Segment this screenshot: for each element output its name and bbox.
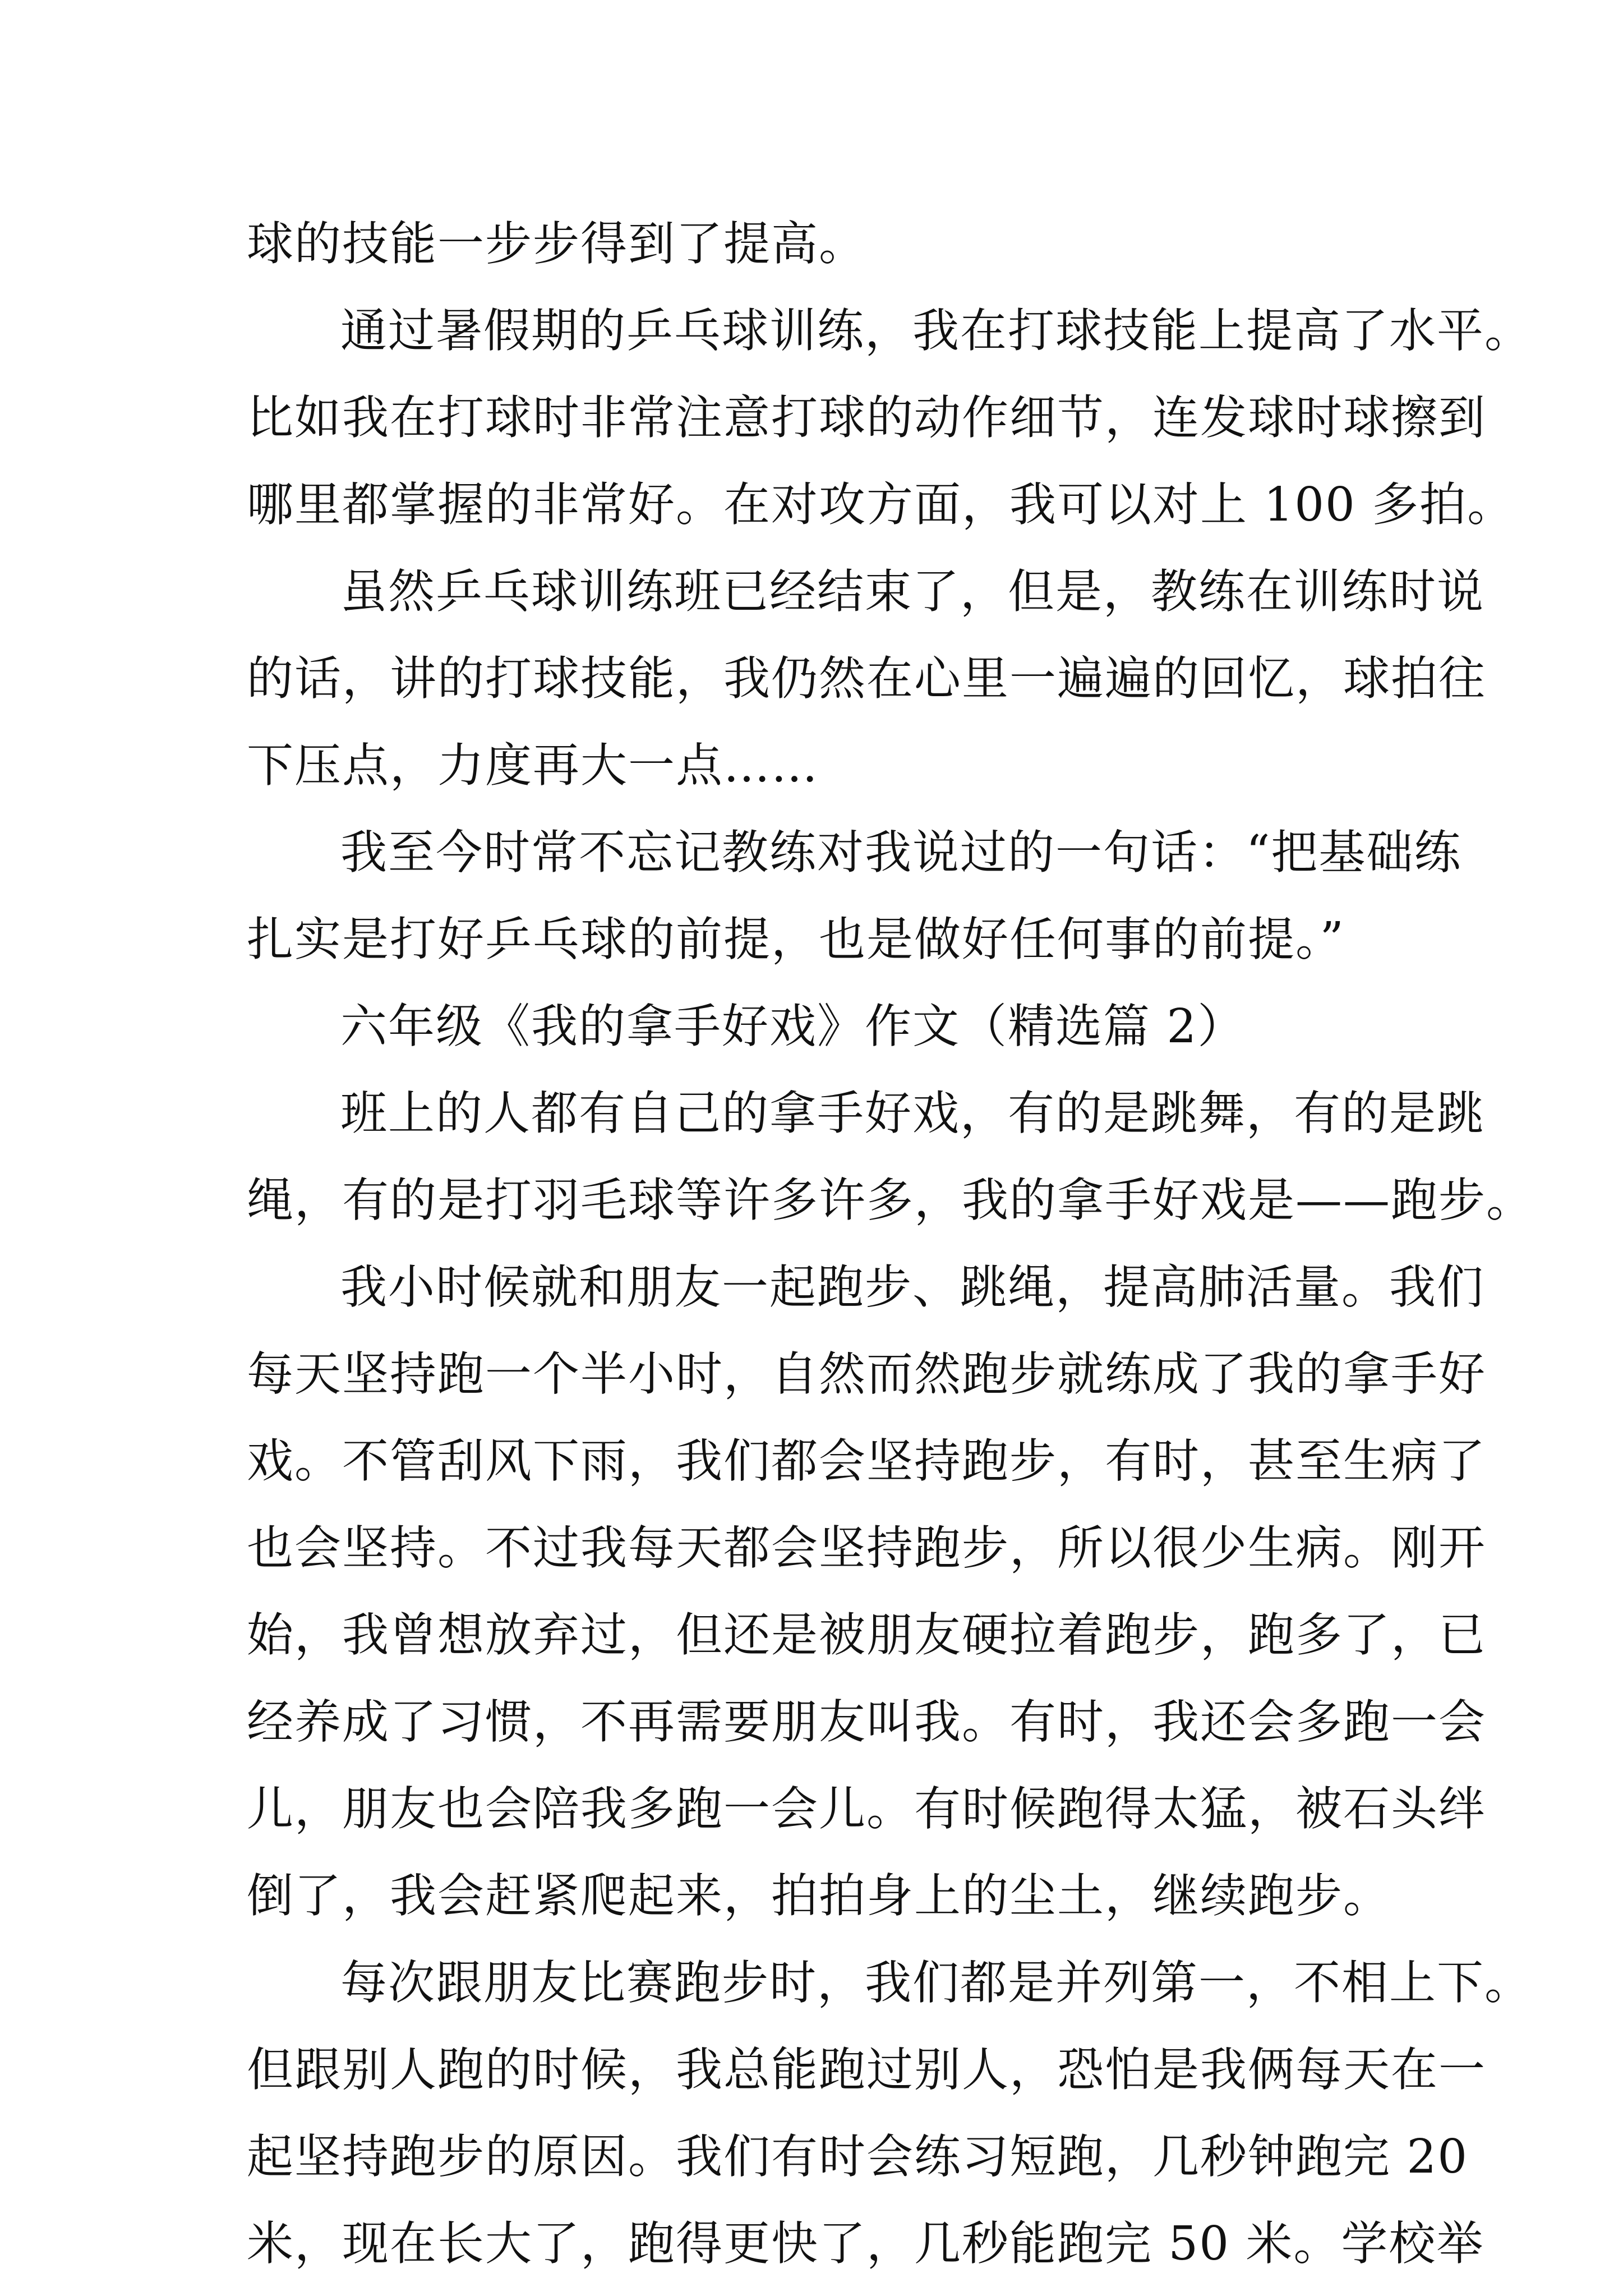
text-line-14: 每天坚持跑一个半小时，自然而然跑步就练成了我的拿手好 (247, 1347, 1486, 1401)
text-line-17: 始，我曾想放弃过，但还是被朋友硬拉着跑步，跑多了，已 (247, 1608, 1486, 1662)
text-line-7: 下压点，力度再大一点…… (247, 738, 819, 793)
text-line-11: 班上的人都有自己的拿手好戏，有的是跳舞，有的是跳 (340, 1086, 1484, 1140)
text-line-18: 经养成了习惯，不再需要朋友叫我。有时，我还会多跑一会 (247, 1695, 1486, 1749)
text-line-9: 扎实是打好乒乓球的前提，也是做好任何事的前提。” (247, 912, 1345, 967)
text-line-21: 每次跟朋友比赛跑步时，我们都是并列第一，不相上下。 (340, 1955, 1532, 2010)
text-line-22: 但跟别人跑的时候，我总能跑过别人，恐怕是我俩每天在一 (247, 2042, 1486, 2097)
text-line-5: 虽然乒乓球训练班已经结束了，但是，教练在训练时说 (340, 564, 1484, 619)
text-line-20: 倒了，我会赶紧爬起来，拍拍身上的尘土，继续跑步。 (247, 1869, 1391, 1923)
text-line-4: 哪里都掌握的非常好。在对攻方面，我可以对上 100 多拍。 (247, 477, 1515, 532)
text-line-2: 通过暑假期的乒乓球训练，我在打球技能上提高了水平。 (340, 303, 1532, 358)
text-line-3: 比如我在打球时非常注意打球的动作细节，连发球时球擦到 (247, 390, 1486, 445)
text-line-13: 我小时候就和朋友一起跑步、跳绳，提高肺活量。我们 (340, 1260, 1484, 1314)
text-line-12: 绳，有的是打羽毛球等许多许多，我的拿手好戏是——跑步。 (247, 1173, 1534, 1227)
text-line-6: 的话，讲的打球技能，我仍然在心里一遍遍的回忆，球拍往 (247, 651, 1486, 706)
text-line-19: 儿，朋友也会陪我多跑一会儿。有时候跑得太猛，被石头绊 (247, 1782, 1486, 1836)
text-line-1: 球的技能一步步得到了提高。 (247, 217, 866, 271)
text-line-16: 也会坚持。不过我每天都会坚持跑步，所以很少生病。刚开 (247, 1521, 1486, 1575)
text-line-15: 戏。不管刮风下雨，我们都会坚持跑步，有时，甚至生病了 (247, 1434, 1486, 1488)
text-line-24: 米，现在长大了，跑得更快了，几秒能跑完 50 米。学校举 (247, 2216, 1484, 2271)
section-heading: 六年级《我的拿手好戏》作文（精选篇 2） (340, 999, 1246, 1053)
text-line-8: 我至今时常不忘记教练对我说过的一句话：“把基础练 (340, 825, 1462, 880)
text-line-23: 起坚持跑步的原因。我们有时会练习短跑，几秒钟跑完 20 (247, 2129, 1468, 2184)
